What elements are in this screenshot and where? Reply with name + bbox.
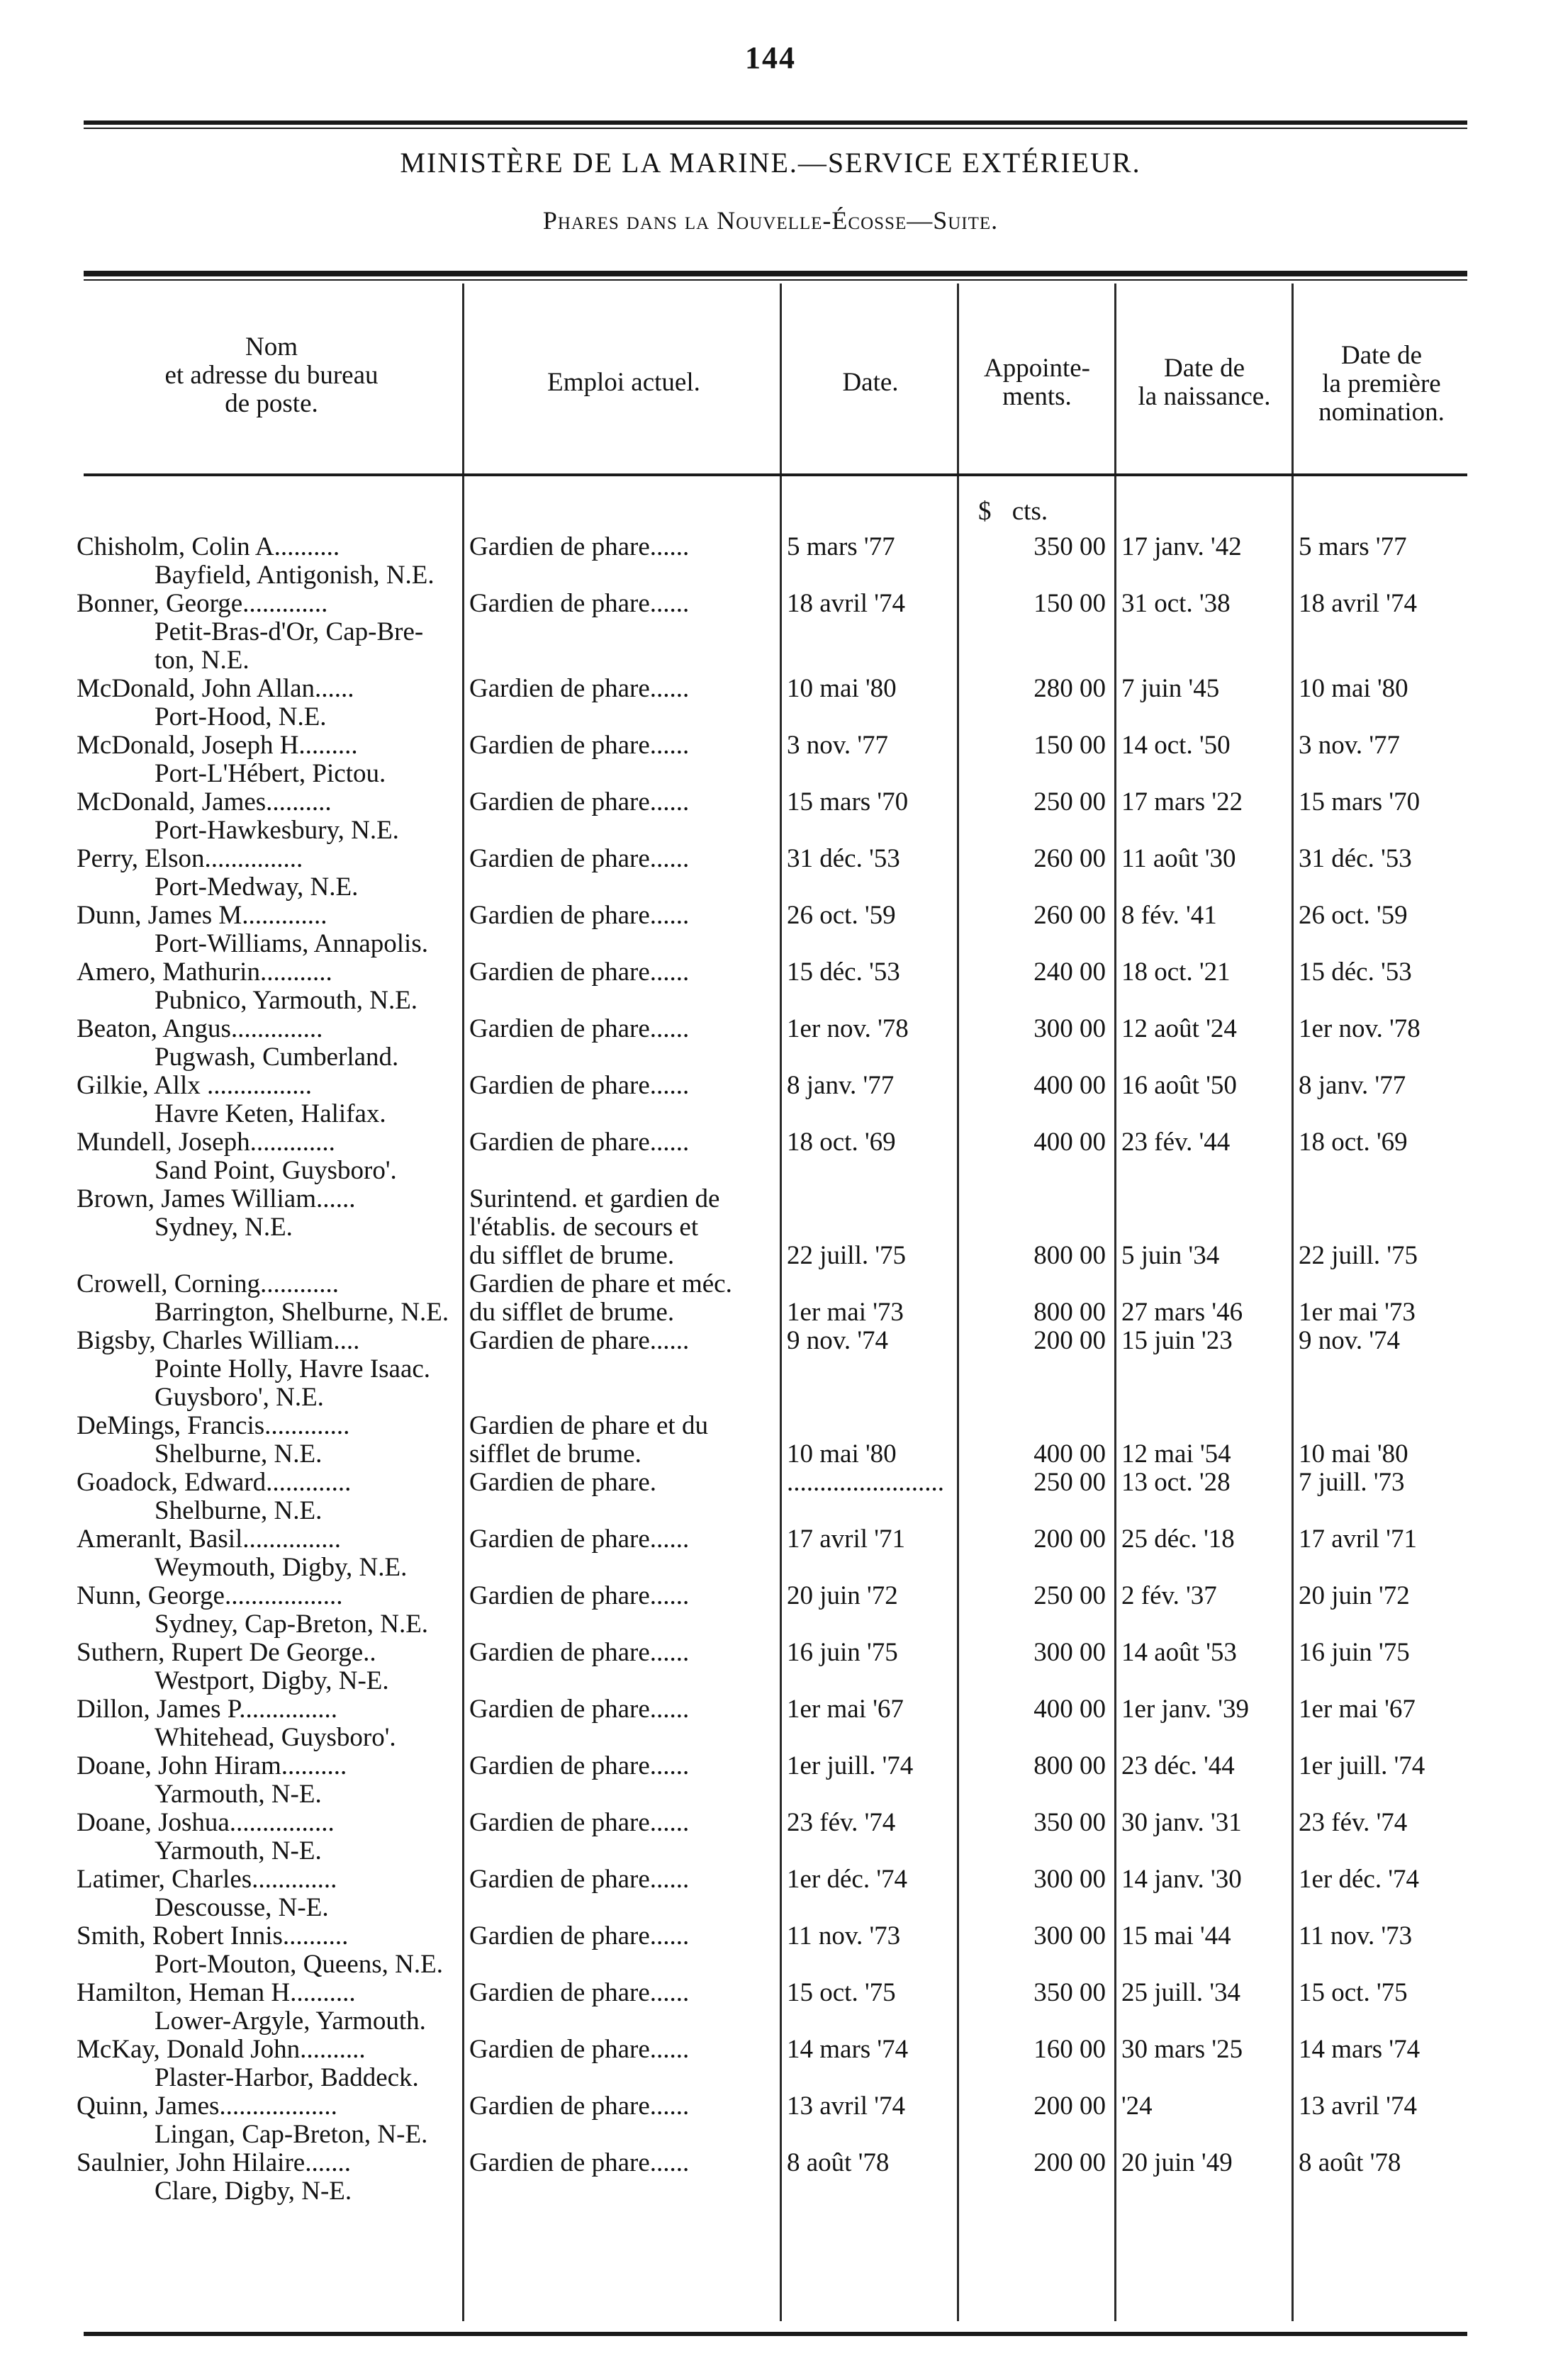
cell-salary: 300 00 — [1033, 1865, 1106, 1894]
cell-date: 1er mai '67 — [787, 1695, 904, 1724]
person-name: Goadock, Edward............. — [77, 1468, 352, 1497]
person-name: Mundell, Joseph............. — [77, 1128, 335, 1157]
person-name: Bonner, George............. — [77, 589, 328, 618]
table-row — [0, 1979, 1541, 2036]
cell-date: 20 juin '72 — [787, 1581, 898, 1610]
cell-salary: 240 00 — [1033, 958, 1106, 987]
cell-salary: 200 00 — [1033, 2148, 1106, 2177]
header-birth-line: la naissance. — [1138, 382, 1271, 411]
header-date-line: Date. — [842, 368, 899, 397]
cell-birth-date: 14 janv. '30 — [1121, 1865, 1242, 1894]
cell-name — [77, 1469, 459, 1525]
person-name: Doane, Joshua................ — [77, 1808, 335, 1837]
header-name-line: Nom — [245, 332, 298, 361]
table-row — [0, 1469, 1541, 1525]
cell-name — [77, 845, 459, 902]
cell-job: Gardien de phare...... — [469, 844, 690, 873]
cell-salary: 250 00 — [1033, 1581, 1106, 1610]
cell-salary: 160 00 — [1033, 2035, 1106, 2064]
cell-salary: 260 00 — [1033, 901, 1106, 930]
cell-date: 15 mars '70 — [787, 787, 909, 816]
cell-nomination-date: 8 août '78 — [1299, 2148, 1401, 2177]
person-name: Amero, Mathurin........... — [77, 958, 332, 987]
post-office-address: Bayfield, Antigonish, N.E. — [155, 561, 435, 590]
cell-salary: 250 00 — [1033, 787, 1106, 816]
cell-nomination-date: 8 janv. '77 — [1299, 1071, 1406, 1100]
cell-birth-date: 1er janv. '39 — [1121, 1695, 1249, 1724]
person-name: Quinn, James.................. — [77, 2092, 337, 2121]
cell-date: 5 mars '77 — [787, 532, 895, 561]
cell-nomination-date: 11 nov. '73 — [1299, 1921, 1413, 1950]
table-row — [0, 1015, 1541, 1072]
cell-birth-date: 18 oct. '21 — [1121, 958, 1231, 987]
cell-job: Gardien de phare...... — [469, 589, 690, 618]
post-office-address: Weymouth, Digby, N.E. — [155, 1553, 408, 1582]
table-row — [0, 1695, 1541, 1752]
page-number: 144 — [745, 40, 796, 75]
post-office-address: Plaster-Harbor, Baddeck. — [155, 2063, 419, 2092]
header-bottom-rule — [84, 473, 1467, 476]
person-name: DeMings, Francis............. — [77, 1411, 350, 1440]
table-row — [0, 1270, 1541, 1327]
cell-nomination-date: 10 mai '80 — [1299, 1439, 1408, 1469]
post-office-address: Port-Mouton, Queens, N.E. — [155, 1950, 443, 1979]
cell-birth-date: 12 mai '54 — [1121, 1439, 1231, 1469]
cell-nomination-date: 1er juill. '74 — [1299, 1751, 1425, 1780]
cell-nomination-date: 9 nov. '74 — [1299, 1326, 1401, 1355]
person-name: Doane, John Hiram.......... — [77, 1751, 347, 1780]
header-name — [84, 333, 459, 418]
header-top-rule-thin — [84, 279, 1467, 281]
cell-job: Gardien de phare...... — [469, 2092, 690, 2121]
cell-birth-date: 14 août '53 — [1121, 1638, 1237, 1667]
cell-job: Surintend. et gardien de l'établis. de secours et du sifflet de brume. — [469, 1184, 720, 1270]
cell-name — [77, 2092, 459, 2149]
table-row — [0, 1327, 1541, 1412]
cell-job: Gardien de phare...... — [469, 1525, 690, 1554]
cell-salary: 260 00 — [1033, 844, 1106, 873]
cell-job: Gardien de phare...... — [469, 1326, 690, 1355]
post-office-address: Petit-Bras-d'Or, Cap-Bre- ton, N.E. — [155, 617, 424, 675]
cell-birth-date: 27 mars '46 — [1121, 1298, 1243, 1327]
person-name: Saulnier, John Hilaire....... — [77, 2148, 351, 2177]
header-pay-line: Appointe- — [983, 354, 1091, 383]
table-row — [0, 675, 1541, 731]
cell-salary: 200 00 — [1033, 1326, 1106, 1355]
cell-name — [77, 1327, 459, 1412]
top-rule — [84, 120, 1467, 125]
cell-job: Gardien de phare...... — [469, 1581, 690, 1610]
cell-date: 1er juill. '74 — [787, 1751, 914, 1780]
currency-units — [978, 496, 1062, 527]
header-nomination — [1296, 342, 1467, 427]
cell-date: 18 oct. '69 — [787, 1128, 896, 1157]
cell-name — [77, 533, 459, 590]
cell-date: 9 nov. '74 — [787, 1326, 889, 1355]
cell-job: Gardien de phare...... — [469, 731, 690, 760]
post-office-address: Yarmouth, N-E. — [155, 1780, 322, 1809]
cell-birth-date: 20 juin '49 — [1121, 2148, 1233, 2177]
cell-nomination-date: 18 oct. '69 — [1299, 1128, 1408, 1157]
header-nomination-line: nomination. — [1318, 398, 1445, 427]
cell-date: 11 nov. '73 — [787, 1921, 901, 1950]
cell-birth-date: 17 mars '22 — [1121, 787, 1243, 816]
table-row — [0, 788, 1541, 845]
cell-date: 10 mai '80 — [787, 674, 897, 703]
page-title: MINISTÈRE DE LA MARINE.—SERVICE EXTÉRIEUR. — [400, 147, 1141, 179]
cell-birth-date: 11 août '30 — [1121, 844, 1236, 873]
cell-name — [77, 590, 459, 675]
cell-date: 1er déc. '74 — [787, 1865, 908, 1894]
cell-birth-date: 8 fév. '41 — [1121, 901, 1217, 930]
header-nomination-line: la première — [1322, 369, 1441, 398]
table-row — [0, 1412, 1541, 1469]
table-row — [0, 2149, 1541, 2206]
post-office-address: Shelburne, N.E. — [155, 1496, 323, 1525]
table-row — [0, 1639, 1541, 1695]
table-row — [0, 590, 1541, 675]
cell-name — [77, 958, 459, 1015]
cell-birth-date: 15 juin '23 — [1121, 1326, 1233, 1355]
table-row — [0, 845, 1541, 902]
person-name: Perry, Elson............... — [77, 844, 303, 873]
cell-name — [77, 1185, 459, 1242]
cell-salary: 300 00 — [1033, 1014, 1106, 1043]
cell-birth-date: 15 mai '44 — [1121, 1921, 1231, 1950]
post-office-address: Westport, Digby, N-E. — [155, 1666, 389, 1695]
person-name: McDonald, Joseph H......... — [77, 731, 358, 760]
cell-nomination-date: 14 mars '74 — [1299, 2035, 1420, 2064]
cell-job: Gardien de phare...... — [469, 2035, 690, 2064]
header-name-line: de poste. — [225, 389, 318, 418]
header-pay — [961, 354, 1113, 411]
person-name: Hamilton, Heman H.......... — [77, 1978, 356, 2007]
cell-date: 8 août '78 — [787, 2148, 890, 2177]
cell-job: Gardien de phare...... — [469, 1071, 690, 1100]
cell-job: Gardien de phare...... — [469, 958, 690, 987]
cell-name — [77, 1809, 459, 1865]
table-row — [0, 1809, 1541, 1865]
cell-job: Gardien de phare...... — [469, 901, 690, 930]
cell-date: 8 janv. '77 — [787, 1071, 895, 1100]
person-name: Latimer, Charles............. — [77, 1865, 337, 1894]
cell-nomination-date: 31 déc. '53 — [1299, 844, 1412, 873]
post-office-address: Whitehead, Guysboro'. — [155, 1723, 396, 1752]
cell-name — [77, 2036, 459, 2092]
cell-salary: 800 00 — [1033, 1298, 1106, 1327]
cell-job: Gardien de phare...... — [469, 1128, 690, 1157]
cell-birth-date: 5 juin '34 — [1121, 1241, 1220, 1270]
cell-nomination-date: 26 oct. '59 — [1299, 901, 1408, 930]
person-name: McDonald, John Allan...... — [77, 674, 354, 703]
cell-salary: 280 00 — [1033, 674, 1106, 703]
cell-job: Gardien de phare...... — [469, 1865, 690, 1894]
person-name: McKay, Donald John.......... — [77, 2035, 366, 2064]
cell-name — [77, 788, 459, 845]
cell-nomination-date: 3 nov. '77 — [1299, 731, 1401, 760]
cell-birth-date: 16 août '50 — [1121, 1071, 1237, 1100]
cell-birth-date: 23 fév. '44 — [1121, 1128, 1231, 1157]
table-row — [0, 1865, 1541, 1922]
header-name-line: et adresse du bureau — [164, 361, 379, 390]
cell-name — [77, 2149, 459, 2206]
table-row — [0, 1752, 1541, 1809]
table-row — [0, 902, 1541, 958]
cell-birth-date: 31 oct. '38 — [1121, 589, 1231, 618]
cell-name — [77, 1072, 459, 1128]
cell-name — [77, 1639, 459, 1695]
cell-date: 18 avril '74 — [787, 589, 905, 618]
cell-name — [77, 1582, 459, 1639]
table-row — [0, 958, 1541, 1015]
cell-salary: 400 00 — [1033, 1128, 1106, 1157]
post-office-address: Port-Hawkesbury, N.E. — [155, 816, 399, 845]
header-birth — [1119, 354, 1290, 411]
table-row — [0, 1128, 1541, 1185]
table-row — [0, 1582, 1541, 1639]
cell-nomination-date: 15 déc. '53 — [1299, 958, 1412, 987]
post-office-address: Sydney, Cap-Breton, N.E. — [155, 1610, 429, 1639]
cell-birth-date: 7 juin '45 — [1121, 674, 1220, 703]
cell-date: 1er nov. '78 — [787, 1014, 909, 1043]
cell-date: 31 déc. '53 — [787, 844, 900, 873]
cell-birth-date: 17 janv. '42 — [1121, 532, 1242, 561]
cell-date: 15 déc. '53 — [787, 958, 900, 987]
table-row — [0, 2036, 1541, 2092]
cell-birth-date: 25 juill. '34 — [1121, 1978, 1241, 2007]
person-name: Beaton, Angus.............. — [77, 1014, 323, 1043]
cell-name — [77, 1128, 459, 1185]
cell-date: 14 mars '74 — [787, 2035, 909, 2064]
post-office-address: Port-L'Hébert, Pictou. — [155, 759, 386, 788]
cell-date: ........................ — [787, 1468, 944, 1497]
cell-name — [77, 1525, 459, 1582]
post-office-address: Havre Keten, Halifax. — [155, 1099, 386, 1128]
post-office-address: Clare, Digby, N-E. — [155, 2177, 352, 2206]
cell-nomination-date: 1er mai '73 — [1299, 1298, 1416, 1327]
cell-salary: 250 00 — [1033, 1468, 1106, 1497]
cell-birth-date: 25 déc. '18 — [1121, 1525, 1235, 1554]
cell-salary: 350 00 — [1033, 1808, 1106, 1837]
cell-name — [77, 1695, 459, 1752]
person-name: Crowell, Corning............ — [77, 1269, 339, 1298]
cell-date: 23 fév. '74 — [787, 1808, 896, 1837]
table-row — [0, 731, 1541, 788]
cell-nomination-date: 13 avril '74 — [1299, 2092, 1417, 2121]
cell-nomination-date: 22 juill. '75 — [1299, 1241, 1418, 1270]
cell-date: 1er mai '73 — [787, 1298, 904, 1327]
table-body — [0, 533, 1541, 2206]
cell-job: Gardien de phare...... — [469, 674, 690, 703]
cell-salary: 350 00 — [1033, 532, 1106, 561]
cell-date: 16 juin '75 — [787, 1638, 898, 1667]
cell-salary: 150 00 — [1033, 731, 1106, 760]
cell-name — [77, 902, 459, 958]
table-row — [0, 2092, 1541, 2149]
cell-birth-date: 12 août '24 — [1121, 1014, 1237, 1043]
cell-birth-date: 13 oct. '28 — [1121, 1468, 1231, 1497]
person-name: Ameranlt, Basil............... — [77, 1525, 342, 1554]
cell-name — [77, 731, 459, 788]
cell-nomination-date: 15 oct. '75 — [1299, 1978, 1408, 2007]
person-name: Dillon, James P............... — [77, 1695, 337, 1724]
cell-salary: 200 00 — [1033, 1525, 1106, 1554]
cell-nomination-date: 16 juin '75 — [1299, 1638, 1410, 1667]
cell-name — [77, 1979, 459, 2036]
cell-name — [77, 1752, 459, 1809]
header-nomination-line: Date de — [1340, 341, 1423, 370]
cell-job: Gardien de phare...... — [469, 1695, 690, 1724]
table-row — [0, 1185, 1541, 1270]
cell-nomination-date: 18 avril '74 — [1299, 589, 1417, 618]
post-office-address: Pointe Holly, Havre Isaac. Guysboro', N.E. — [155, 1354, 431, 1412]
cell-salary: 150 00 — [1033, 589, 1106, 618]
post-office-address: Shelburne, N.E. — [155, 1439, 323, 1469]
person-name: Gilkie, Allx ................ — [77, 1071, 312, 1100]
cell-birth-date: 30 janv. '31 — [1121, 1808, 1242, 1837]
cents-label: cts. — [1012, 497, 1048, 526]
cell-nomination-date: 5 mars '77 — [1299, 532, 1407, 561]
cell-name — [77, 1412, 459, 1469]
cell-job: Gardien de phare...... — [469, 1808, 690, 1837]
cell-job: Gardien de phare et du sifflet de brume. — [469, 1411, 708, 1469]
post-office-address: Pugwash, Cumberland. — [155, 1043, 399, 1072]
cell-salary: 300 00 — [1033, 1921, 1106, 1950]
cell-date: 22 juill. '75 — [787, 1241, 907, 1270]
cell-job: Gardien de phare...... — [469, 787, 690, 816]
cell-nomination-date: 10 mai '80 — [1299, 674, 1408, 703]
cell-name — [77, 1270, 459, 1327]
cell-nomination-date: 15 mars '70 — [1299, 787, 1420, 816]
person-name: Dunn, James M............. — [77, 901, 327, 930]
cell-nomination-date: 1er déc. '74 — [1299, 1865, 1420, 1894]
cell-birth-date: 2 fév. '37 — [1121, 1581, 1217, 1610]
cell-salary: 400 00 — [1033, 1439, 1106, 1469]
cell-job: Gardien de phare. — [469, 1468, 657, 1497]
cell-name — [77, 1015, 459, 1072]
page-subtitle: Phares dans la Nouvelle-Écosse—Suite. — [542, 206, 999, 235]
person-name: Bigsby, Charles William.... — [77, 1326, 360, 1355]
cell-nomination-date: 1er mai '67 — [1299, 1695, 1416, 1724]
person-name: Suthern, Rupert De George.. — [77, 1638, 376, 1667]
cell-date: 15 oct. '75 — [787, 1978, 896, 2007]
cell-birth-date: 23 déc. '44 — [1121, 1751, 1235, 1780]
cell-date: 10 mai '80 — [787, 1439, 897, 1469]
header-birth-line: Date de — [1163, 354, 1245, 383]
cell-nomination-date: 23 fév. '74 — [1299, 1808, 1408, 1837]
post-office-address: Port-Hood, N.E. — [155, 702, 327, 731]
table-row — [0, 533, 1541, 590]
cell-nomination-date: 20 juin '72 — [1299, 1581, 1410, 1610]
cell-job: Gardien de phare...... — [469, 1921, 690, 1950]
cell-job: Gardien de phare...... — [469, 1978, 690, 2007]
cell-nomination-date: 1er nov. '78 — [1299, 1014, 1420, 1043]
header-top-rule — [84, 271, 1467, 276]
post-office-address: Barrington, Shelburne, N.E. — [155, 1298, 449, 1327]
person-name: McDonald, James.......... — [77, 787, 332, 816]
cell-job: Gardien de phare...... — [469, 1014, 690, 1043]
header-job-line: Emploi actuel. — [547, 368, 700, 397]
cell-birth-date: 14 oct. '50 — [1121, 731, 1231, 760]
header-pay-line: ments. — [1002, 382, 1072, 411]
person-name: Brown, James William...... — [77, 1184, 356, 1213]
person-name: Chisholm, Colin A.......... — [77, 532, 340, 561]
top-rule-thin — [84, 128, 1467, 129]
cell-salary: 400 00 — [1033, 1695, 1106, 1724]
dollar-sign: $ — [978, 497, 992, 526]
post-office-address: Sydney, N.E. — [155, 1213, 293, 1242]
post-office-address: Port-Williams, Annapolis. — [155, 929, 428, 958]
person-name: Nunn, George.................. — [77, 1581, 343, 1610]
table-row — [0, 1072, 1541, 1128]
table-row — [0, 1922, 1541, 1979]
cell-salary: 800 00 — [1033, 1241, 1106, 1270]
post-office-address: Sand Point, Guysboro'. — [155, 1156, 397, 1185]
post-office-address: Lower-Argyle, Yarmouth. — [155, 2006, 426, 2036]
post-office-address: Yarmouth, N-E. — [155, 1836, 322, 1865]
header-job — [468, 369, 780, 397]
cell-job: Gardien de phare...... — [469, 2148, 690, 2177]
cell-job: Gardien de phare...... — [469, 1638, 690, 1667]
cell-nomination-date: 17 avril '71 — [1299, 1525, 1417, 1554]
post-office-address: Descousse, N-E. — [155, 1893, 329, 1922]
post-office-address: Port-Medway, N.E. — [155, 872, 359, 902]
person-name: Smith, Robert Innis.......... — [77, 1921, 349, 1950]
cell-date: 13 avril '74 — [787, 2092, 905, 2121]
cell-nomination-date: 7 juill. '73 — [1299, 1468, 1405, 1497]
cell-job: Gardien de phare et méc. du sifflet de brume. — [469, 1269, 732, 1327]
cell-salary: 300 00 — [1033, 1638, 1106, 1667]
cell-birth-date: 30 mars '25 — [1121, 2035, 1243, 2064]
post-office-address: Lingan, Cap-Breton, N-E. — [155, 2120, 428, 2149]
cell-salary: 200 00 — [1033, 2092, 1106, 2121]
cell-date: 3 nov. '77 — [787, 731, 889, 760]
header-date — [785, 369, 956, 397]
table-row — [0, 1525, 1541, 1582]
cell-salary: 400 00 — [1033, 1071, 1106, 1100]
cell-name — [77, 675, 459, 731]
cell-date: 26 oct. '59 — [787, 901, 896, 930]
cell-salary: 800 00 — [1033, 1751, 1106, 1780]
cell-salary: 350 00 — [1033, 1978, 1106, 2007]
cell-birth-date: '24 — [1121, 2092, 1153, 2121]
post-office-address: Pubnico, Yarmouth, N.E. — [155, 986, 418, 1015]
cell-name — [77, 1922, 459, 1979]
cell-job: Gardien de phare...... — [469, 1751, 690, 1780]
cell-name — [77, 1865, 459, 1922]
cell-date: 17 avril '71 — [787, 1525, 905, 1554]
bottom-rule — [84, 2332, 1467, 2336]
cell-job: Gardien de phare...... — [469, 532, 690, 561]
